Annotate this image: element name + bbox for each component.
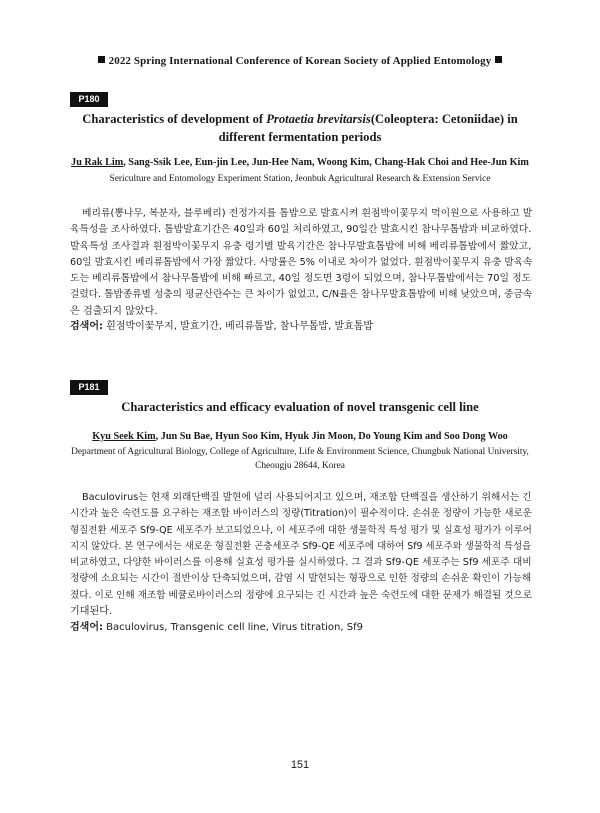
- abstract-body: [70, 206, 532, 320]
- presenting-author: Kyu Seek Kim: [92, 431, 156, 442]
- title-species-name: Protaetia brevitarsis: [266, 112, 371, 126]
- author-list: [62, 430, 538, 444]
- body-line: 시간과 높은 숙련도를 요구하는 재조합 바이러스의 정량(Titration)이 필수적이다. 손쉬운 정량이 가능한 새로운: [70, 508, 532, 520]
- keywords: [70, 320, 532, 334]
- page-number: 151: [290, 759, 310, 771]
- title-text: (Coleoptera: Cetoniidae) in: [370, 112, 518, 126]
- abstract-id-badge: P180: [70, 92, 108, 107]
- co-authors: , Jun Su Bae, Hyun Soo Kim, Hyuk Jin Moon, Do Young Kim and Soo Dong Woo: [155, 431, 508, 442]
- abstract-title: [70, 398, 530, 416]
- title-text: Characteristics of development of: [82, 112, 267, 126]
- abstract-body: [70, 490, 532, 620]
- body-line: 지지 않았다. 본 연구에서는 새로운 형질전환 곤충세포주 Sf9-QE 세포주에 대하여 Sf9 세포주와 생물학적 특성을: [70, 540, 532, 552]
- body-line: 걸렸다. 톱밥종류별 성충의 평균산란수는 큰 차이가 없었고, C/N율은 참나무발효톱밥에 비해 낮았으며, 중금속: [70, 289, 533, 301]
- title-text: different fermentation periods: [218, 130, 382, 144]
- body-line: 발육특성 조사결과 흰점박이꽃무지 유충 령기별 발육기간은 참나무발효톱밥에 비해 베리류톱밥에서 짧았고,: [70, 240, 532, 252]
- abstract-id-badge: P181: [70, 380, 108, 395]
- affiliation: [62, 172, 538, 186]
- body-line: 정량에 소요되는 시간이 절반이상 단축되었으며, 감염 시 발현되는 형광으로 인한 정량의 손쉬운 확인이 가능해: [70, 573, 532, 585]
- affiliation-line: Cheougju 28644, Korea: [255, 461, 345, 471]
- black-square-icon: [495, 56, 502, 63]
- affiliation-line: Department of Agricultural Biology, College of Agriculture, Life & Environment Science, Chungbuk National University,: [71, 447, 529, 457]
- keywords-text: Baculovirus, Transgenic cell line, Virus titration, Sf9: [102, 622, 363, 633]
- body-line: 졌다. 이로 인해 재조합 베큘로바이러스의 정량에 요구되는 긴 시간과 높은 숙련도에 대한 문제가 해결될 것으로: [70, 589, 533, 601]
- body-line: 형질전환 세포주 Sf9-QE 세포주가 보고되었으나, 이 세포주에 대한 생물학적 특성 평가 및 실효성 평가가 이루어: [70, 524, 532, 536]
- body-line: 도는 베리류톱밥에서 참나무톱밥에 비해 빠르고, 40일 정도면 3령이 되었으며, 참나무톱밥에서는 70일 정도: [70, 273, 532, 285]
- keywords-text: 흰점박이꽃무지, 발효기간, 베리류톱밥, 참나무톱밥, 발효톱밥: [102, 321, 374, 332]
- co-authors: , Sang-Ssik Lee, Eun-jin Lee, Jun-Hee Nam, Woong Kim, Chang-Hak Choi and Hee-Jun Kim: [123, 157, 529, 168]
- title-text: Characteristics and efficacy evaluation of novel transgenic cell line: [121, 400, 479, 414]
- body-line: 육특성을 조사하였다. 톱밥발효기간은 40일과 60일 처리하였고, 90일간 발효시킨 참나무톱밥과 비교하였다.: [70, 224, 532, 236]
- affiliation-line: Sericulture and Entomology Experiment Station, Jeonbuk Agricultural Research & Extension Service: [109, 174, 491, 184]
- body-line: Baculovirus는 현재 외래단백질 발현에 널리 사용되어지고 있으며, 재조합 단백질을 생산하기 위해서는 긴: [82, 492, 532, 503]
- body-line: 베리류(뽕나무, 복분자, 블루베리) 전정가지를 톱밥으로 발효시켜 흰점박이꽃무지 먹이원으로 사용하고 발: [82, 208, 533, 219]
- presenting-author: Ju Rak Lim: [71, 157, 124, 168]
- affiliation: [62, 445, 538, 473]
- body-line: 기대된다.: [70, 606, 113, 618]
- body-line: 은 검출되지 않았다.: [70, 305, 158, 317]
- body-line: 60일 발효시킨 베리류톱밥에서 가장 짧았다. 사망률은 5% 이내로 차이가 없었다. 흰점박이꽃무지 유충 발육속: [70, 256, 533, 268]
- conference-header: [0, 55, 600, 67]
- abstract-title: [70, 110, 530, 146]
- keywords: [70, 621, 532, 635]
- keywords-label: 검색어:: [70, 321, 103, 332]
- keywords-label: 검색어:: [70, 622, 103, 633]
- author-list: [62, 156, 538, 170]
- conference-header-text: 2022 Spring International Conference of Korean Society of Applied Entomology: [108, 55, 492, 67]
- body-line: 비교하였고, 다양한 바이러스를 이용해 실효성 평가를 실시하였다. 그 결과 Sf9-QE 세포주는 Sf9 세포주 대비: [70, 557, 532, 569]
- black-square-icon: [98, 56, 105, 63]
